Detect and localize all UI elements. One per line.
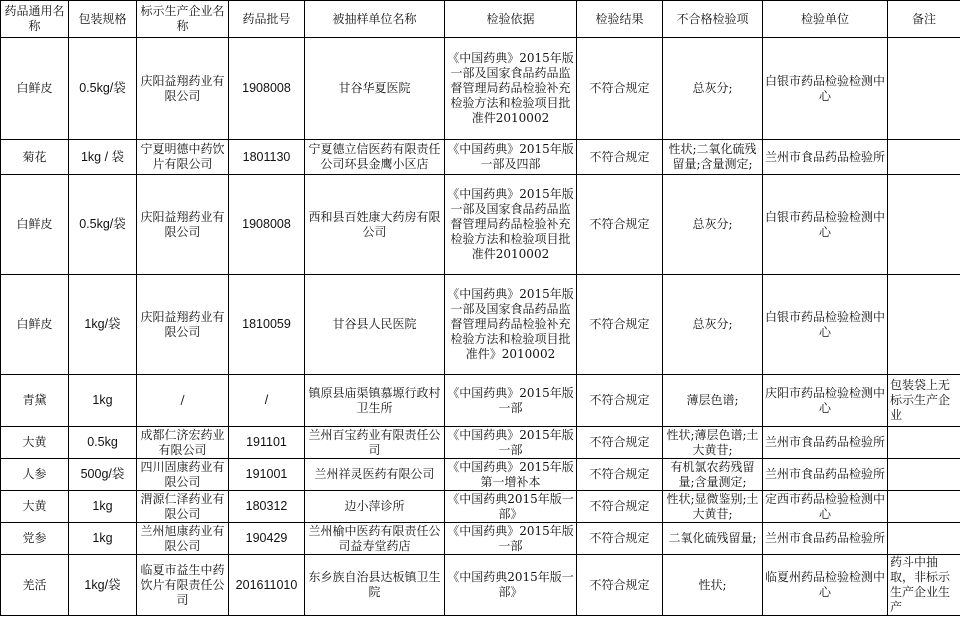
- package-spec-cell: 1kg / 袋: [69, 140, 137, 175]
- table-row: [1, 491, 960, 523]
- header-inspection-unit: 检验单位: [763, 1, 888, 38]
- drug-name-cell: 白鲜皮: [1, 175, 69, 275]
- batch-number-cell: 201611010: [229, 555, 305, 616]
- package-spec-cell: 1kg/袋: [69, 275, 137, 375]
- header-failed-items: 不合格检验项: [663, 1, 763, 38]
- sampled-unit-cell: 西和县百姓康大药房有限公司: [305, 175, 445, 275]
- table-row: [1, 427, 960, 459]
- test-result-cell: 不符合规定: [577, 38, 663, 140]
- batch-number-cell: 190429: [229, 523, 305, 555]
- table-row: [1, 523, 960, 555]
- package-spec-cell: 0.5kg/袋: [69, 175, 137, 275]
- header-test-result: 检验结果: [577, 1, 663, 38]
- test-result-cell: 不符合规定: [577, 275, 663, 375]
- table-row: [1, 375, 960, 427]
- manufacturer-cell: 庆阳益翔药业有限公司: [137, 38, 229, 140]
- package-spec-cell: 500g/袋: [69, 459, 137, 491]
- drug-name-cell: 菊花: [1, 140, 69, 175]
- sampled-unit-cell: 兰州祥灵医药有限公司: [305, 459, 445, 491]
- failed-items-cell: 总灰分;: [663, 38, 763, 140]
- drug-name-cell: 大黄: [1, 491, 69, 523]
- drug-name-cell: 白鲜皮: [1, 275, 69, 375]
- header-remarks: 备注: [888, 1, 960, 38]
- test-basis-cell: 《中国药典》2015年版一部: [445, 523, 577, 555]
- sampled-unit-cell: 甘谷华夏医院: [305, 38, 445, 140]
- inspection-unit-cell: 兰州市食品药品检验所: [763, 459, 888, 491]
- drug-name-cell: 人参: [1, 459, 69, 491]
- table-row: [1, 140, 960, 175]
- drug-name-cell: 羌活: [1, 555, 69, 616]
- manufacturer-cell: 渭源仁泽药业有限公司: [137, 491, 229, 523]
- inspection-unit-cell: 临夏州药品检验检测中心: [763, 555, 888, 616]
- manufacturer-cell: 庆阳益翔药业有限公司: [137, 275, 229, 375]
- package-spec-cell: 1kg/袋: [69, 555, 137, 616]
- header-package-spec: 包装规格: [69, 1, 137, 38]
- remarks-cell: [888, 523, 960, 555]
- failed-items-cell: 薄层色谱;: [663, 375, 763, 427]
- sampled-unit-cell: 东乡族自治县达板镇卫生院: [305, 555, 445, 616]
- inspection-unit-cell: 庆阳市药品检验检测中心: [763, 375, 888, 427]
- test-result-cell: 不符合规定: [577, 375, 663, 427]
- package-spec-cell: 1kg: [69, 491, 137, 523]
- sampled-unit-cell: 边小萍诊所: [305, 491, 445, 523]
- drug-name-cell: 大黄: [1, 427, 69, 459]
- inspection-unit-cell: 白银市药品检验检测中心: [763, 38, 888, 140]
- package-spec-cell: 0.5kg: [69, 427, 137, 459]
- test-result-cell: 不符合规定: [577, 555, 663, 616]
- sampled-unit-cell: 镇原县庙渠镇慕塬行政村卫生所: [305, 375, 445, 427]
- drug-name-cell: 党参: [1, 523, 69, 555]
- table-row: [1, 459, 960, 491]
- table-row: [1, 275, 960, 375]
- package-spec-cell: 1kg: [69, 523, 137, 555]
- batch-number-cell: 1810059: [229, 275, 305, 375]
- test-basis-cell: 《中国药典》2015年版一部及国家食品药品监督管理局药品检验补充检验方法和检验项目批准件》2010002: [445, 275, 577, 375]
- test-basis-cell: 《中国药典》2015年版第一增补本: [445, 459, 577, 491]
- test-basis-cell: 《中国药典2015年版一部》: [445, 491, 577, 523]
- manufacturer-cell: /: [137, 375, 229, 427]
- manufacturer-cell: 成都仁济宏药业有限公司: [137, 427, 229, 459]
- test-result-cell: 不符合规定: [577, 427, 663, 459]
- test-basis-cell: 《中国药典2015年版一部》: [445, 555, 577, 616]
- package-spec-cell: 1kg: [69, 375, 137, 427]
- test-result-cell: 不符合规定: [577, 140, 663, 175]
- remarks-cell: [888, 38, 960, 140]
- remarks-cell: [888, 175, 960, 275]
- test-result-cell: 不符合规定: [577, 459, 663, 491]
- test-basis-cell: 《中国药典》2015年版一部: [445, 427, 577, 459]
- inspection-unit-cell: 定西市药品检验检测中心: [763, 491, 888, 523]
- inspection-unit-cell: 兰州市食品药品检验所: [763, 140, 888, 175]
- header-drug-name: 药品通用名称: [1, 1, 69, 38]
- package-spec-cell: 0.5kg/袋: [69, 38, 137, 140]
- test-result-cell: 不符合规定: [577, 175, 663, 275]
- remarks-cell: 包装袋上无标示生产企业: [888, 375, 960, 427]
- manufacturer-cell: 临夏市益生中药饮片有限责任公司: [137, 555, 229, 616]
- batch-number-cell: 180312: [229, 491, 305, 523]
- inspection-unit-cell: 白银市药品检验检测中心: [763, 175, 888, 275]
- header-manufacturer: 标示生产企业名称: [137, 1, 229, 38]
- batch-number-cell: 191101: [229, 427, 305, 459]
- failed-items-cell: 总灰分;: [663, 275, 763, 375]
- remarks-cell: 药斗中抽取，非标示生产企业生产: [888, 555, 960, 616]
- remarks-cell: [888, 140, 960, 175]
- test-result-cell: 不符合规定: [577, 523, 663, 555]
- table-row: [1, 175, 960, 275]
- manufacturer-cell: 庆阳益翔药业有限公司: [137, 175, 229, 275]
- remarks-cell: [888, 491, 960, 523]
- failed-items-cell: 有机氯农药残留量;含量测定;: [663, 459, 763, 491]
- sampled-unit-cell: 兰州百宝药业有限责任公司: [305, 427, 445, 459]
- manufacturer-cell: 宁夏明德中药饮片有限公司: [137, 140, 229, 175]
- header-row: [1, 1, 960, 38]
- manufacturer-cell: 兰州旭康药业有限公司: [137, 523, 229, 555]
- failed-items-cell: 二氧化硫残留量;: [663, 523, 763, 555]
- inspection-unit-cell: 兰州市食品药品检验所: [763, 427, 888, 459]
- batch-number-cell: 1908008: [229, 38, 305, 140]
- failed-items-cell: 性状;二氧化硫残留量;含量测定;: [663, 140, 763, 175]
- failed-items-cell: 性状;: [663, 555, 763, 616]
- remarks-cell: [888, 459, 960, 491]
- remarks-cell: [888, 275, 960, 375]
- failed-items-cell: 性状;薄层色谱;土大黄苷;: [663, 427, 763, 459]
- batch-number-cell: 1801130: [229, 140, 305, 175]
- test-basis-cell: 《中国药典》2015年版一部: [445, 375, 577, 427]
- manufacturer-cell: 四川固康药业有限公司: [137, 459, 229, 491]
- remarks-cell: [888, 427, 960, 459]
- sampled-unit-cell: 甘谷县人民医院: [305, 275, 445, 375]
- test-result-cell: 不符合规定: [577, 491, 663, 523]
- sampled-unit-cell: 宁夏德立信医药有限责任公司环县金鹰小区店: [305, 140, 445, 175]
- header-test-basis: 检验依据: [445, 1, 577, 38]
- inspection-unit-cell: 兰州市食品药品检验所: [763, 523, 888, 555]
- table-row: [1, 38, 960, 140]
- inspection-unit-cell: 白银市药品检验检测中心: [763, 275, 888, 375]
- batch-number-cell: 191001: [229, 459, 305, 491]
- drug-name-cell: 白鲜皮: [1, 38, 69, 140]
- table-row: [1, 555, 960, 616]
- sampled-unit-cell: 兰州榆中医药有限责任公司益寿堂药店: [305, 523, 445, 555]
- test-basis-cell: 《中国药典》2015年版一部及四部: [445, 140, 577, 175]
- header-sampled-unit: 被抽样单位名称: [305, 1, 445, 38]
- batch-number-cell: 1908008: [229, 175, 305, 275]
- batch-number-cell: /: [229, 375, 305, 427]
- failed-items-cell: 性状;显微鉴别;土大黄苷;: [663, 491, 763, 523]
- test-basis-cell: 《中国药典》2015年版一部及国家食品药品监督管理局药品检验补充检验方法和检验项目批准件2010002: [445, 38, 577, 140]
- drug-name-cell: 青黛: [1, 375, 69, 427]
- header-batch-number: 药品批号: [229, 1, 305, 38]
- failed-items-cell: 总灰分;: [663, 175, 763, 275]
- test-basis-cell: 《中国药典》2015年版一部及国家食品药品监督管理局药品检验补充检验方法和检验项目批准件2010002: [445, 175, 577, 275]
